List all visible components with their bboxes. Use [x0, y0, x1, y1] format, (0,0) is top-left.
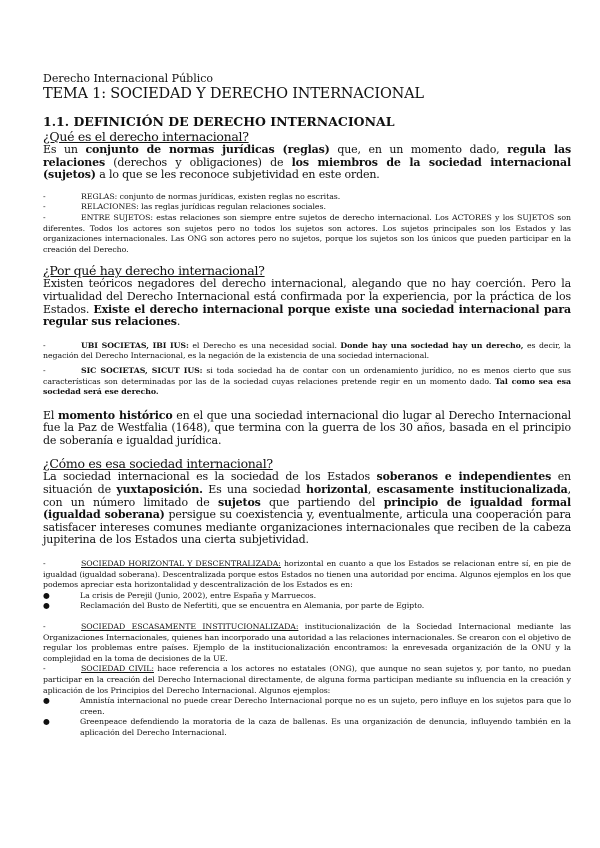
list-item: - REGLAS: conjunto de normas jurídicas, existen reglas no escritas. — [43, 191, 341, 201]
document-page — [43, 72, 571, 739]
section-heading: 1.1. DEFINICIÓN DE DERECHO INTERNACIONAL — [43, 114, 395, 129]
paragraph-definition: Es un conjunto de normas jurídicas (reglas) que, en un momento dado, regula las relaciones (derechos y obligaciones) de los miembros de la sociedad internacional (sujetos) a lo que se les reconoce subjetividad en este orden. — [43, 143, 572, 182]
paragraph-por-que: Existen teóricos negadores del derecho internacional, alegando que no hay coerción. Pero la virtualidad del Derecho Internacional está confirmada por la experiencia, por la práctica de los Estados. Existe el derecho internacional porque existe una sociedad internacional para regular sus relaciones. — [43, 277, 571, 329]
bullet-item: ● Greenpeace defendiendo la moratoria de la caza de ballenas. Es una organización de denuncia, influyendo también en la aplicación del Derecho Internacional. — [43, 717, 571, 737]
list-item-horizontal: - SOCIEDAD HORIZONTAL Y DESCENTRALIZADA: horizontal en cuanto a que los Estados se relacionan entre sí, en pie de igualdad (igualdad soberana). Descentralizada porque estos Estados no tienen una autoridad por encima. Algunos ejemplos en los que podemos apreciar esta horizontalidad y descentralización de los Estados es en: — [43, 559, 571, 590]
bullet-item: ● Reclamación del Busto de Nefertiti, que se encuentra en Alemania, por parte de Egipto. — [43, 601, 425, 611]
bullet-item: ● La crisis de Perejil (Junio, 2002), entre España y Marruecos. — [43, 590, 317, 600]
course-header: Derecho Internacional Público — [43, 72, 214, 85]
list-item: - RELACIONES: las reglas jurídicas regulan relaciones sociales. — [43, 202, 326, 212]
list-item-ubi-societas: - UBI SOCIETAS, IBI IUS: el Derecho es una necesidad social. Donde hay una sociedad hay un derecho, es decir, la negación del Derecho Internacional, es la negación de la existencia de una sociedad internacional. — [43, 340, 571, 361]
list-item-sic-societas: - SIC SOCIETAS, SICUT IUS: si toda sociedad ha de contar con un ordenamiento jurídico, no es menos cierto que sus características son determinadas por las de la sociedad cuyas relaciones pretende regir en un momento dado. Tal como sea esa sociedad será ese derecho. — [43, 365, 571, 397]
list-item-sociedad-civil: - SOCIEDAD CIVIL: hace referencia a los actores no estatales (ONG), que aunque no sean sujetos y, por tanto, no puedan participar en la creación del Derecho Internacional directamente, de alguna forma participan mediante su influencia en la creación y aplicación de los Principios del Derecho Internacional. Algunos ejemplos: — [43, 664, 571, 695]
list-item-institucionalizada: - SOCIEDAD ESCASAMENTE INSTITUCIONALIZADA: institucionalización de la Sociedad Internacional mediante las Organizaciones Internacionales, quienes han incorporado una autoridad a las relaciones internacionales. Se crearon con el objetivo de regular los problemas entre países. Ejemplo de la institucionalización encontramos: la enrevesada organización de la ONU y la complejidad en la toma de decisiones de la UE. — [43, 622, 571, 663]
page-title: TEMA 1: SOCIEDAD Y DERECHO INTERNACIONAL — [43, 86, 424, 102]
paragraph-como-es: La sociedad internacional es la sociedad de los Estados soberanos e independientes en situación de yuxtaposición. Es una sociedad horizontal, escasamente institucionalizada, con un número limitado de sujetos que partiendo del principio de igualdad formal (igualdad soberana) persigue su coexistencia y, eventualmente, articula una cooperación para satisfacer intereses comunes mediante organizaciones internacionales que reciben de la cabeza jupiterina de los Estados una cierta subjetividad. — [43, 470, 571, 547]
bullet-item: ● Amnistía internacional no puede crear Derecho Internacional porque no es un sujeto, pero influye en los sujetos para que lo creen. — [43, 696, 571, 716]
paragraph-momento-historico: El momento histórico en el que una sociedad internacional dio lugar al Derecho Internacional fue la Paz de Westfalia (1648), que termina con la guerra de los 30 años, basada en el principio de soberanía e igualdad jurídica. — [43, 408, 571, 447]
question-heading-como-es: ¿Cómo es esa sociedad internacional? — [43, 456, 273, 472]
list-item: - ENTRE SUJETOS: estas relaciones son siempre entre sujetos de derecho internacional. Los ACTORES y los SUJETOS son diferentes. Todos los actores son sujetos pero no todos los sujetos son actores. Los sujetos principales son los Estados y las organizaciones internacionales. Las ONG son actores pero no sujetos, porque los sujetos son los únicos que pueden participar en la creación del Derecho. — [43, 212, 571, 254]
question-heading-por-que: ¿Por qué hay derecho internacional? — [43, 263, 265, 279]
question-heading-que-es: ¿Qué es el derecho internacional? — [43, 129, 249, 144]
